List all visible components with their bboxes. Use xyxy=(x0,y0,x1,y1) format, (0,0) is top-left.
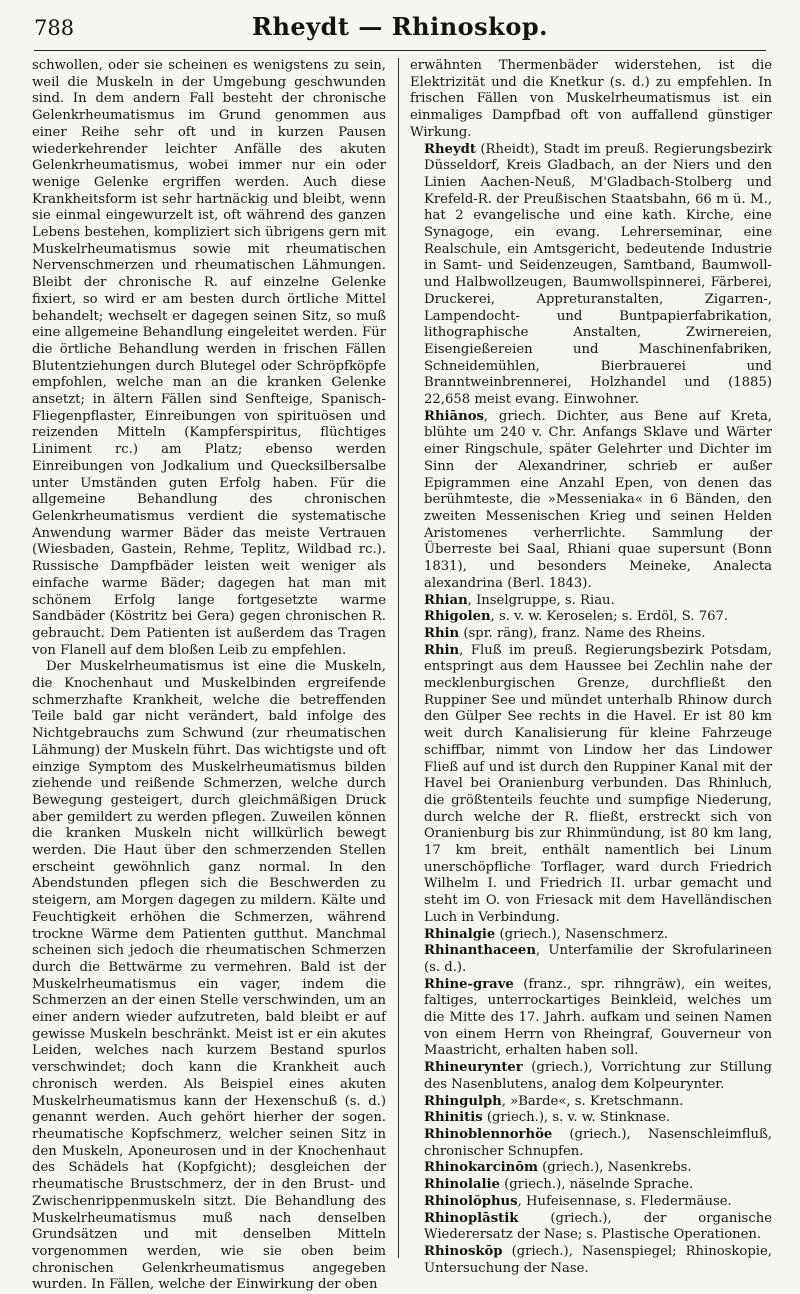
entry-headword: Rhin xyxy=(424,642,460,658)
entry-headword: Rhinitis xyxy=(424,1110,483,1126)
dictionary-entry xyxy=(410,1194,772,1211)
entry-text: (griech.), näselnde Sprache. xyxy=(499,1177,694,1193)
entry-text: (griech.), Nasenschleimfluß, chronischer Schnupfen. xyxy=(424,1127,772,1159)
dictionary-entry xyxy=(410,409,772,593)
entry-headword: Rhian xyxy=(424,592,468,608)
entry-headword: Rhinoblennorhöe xyxy=(424,1127,553,1142)
entry-text: , s. v. w. Keroselen; s. Erdöl, S. 767. xyxy=(490,609,729,625)
entry-text: (griech.), Vorrichtung zur Stillung des Nasenblutens, analog dem Kolpeurynter. xyxy=(424,1060,772,1092)
entry-text: (franz., spr. rihngräw), ein weites, faltiges, unterrockartiges Beinkleid, welches um die Mitte des 17. Jahrh. aufkam und seinen Namen von einem Herrn von Rheingraf, Gouverneur von Maastricht, erhalten haben soll. xyxy=(424,976,772,1059)
page-number: 788 xyxy=(34,16,75,40)
entry-headword: Rhineurynter xyxy=(424,1060,523,1076)
entry-text: (griech.), Nasenkrebs. xyxy=(537,1160,692,1176)
page-header xyxy=(34,10,766,51)
dictionary-entry xyxy=(410,1244,772,1277)
dictionary-entry xyxy=(410,626,772,643)
dictionary-entry xyxy=(410,1110,772,1127)
entry-headword: Rheydt xyxy=(424,141,476,157)
dictionary-entry xyxy=(410,1211,772,1244)
dictionary-entry xyxy=(410,643,772,927)
entry-headword: Rhinolŏphus xyxy=(424,1193,518,1209)
entry-text: , Fluß im preuß. Regierungsbezirk Potsdam, entspringt aus dem Haussee bei Zechlin nahe der mecklenburgischen Grenze, durchfließt den Ruppiner See und mündet unterhalb Rhinow durch den Gülper See rechts in die Havel. Er ist 80 km weit durch Kanalisierung für kleine Fahrzeuge schiffbar, nimmt von Lindow her das Lindower Fließ auf und ist durch den Ruppiner Kanal mit der Havel bei Oranienburg verbunden. Das Rhinluch, die größtenteils feuchte und sumpfige Niederung, durch welche der R. fließt, erstreckt sich von Oranienburg bis zur Rhinmündung, ist 80 km lang, 17 km breit, enthält namentlich bei Linum unerschöpfliche Torflager, ward durch Friedrich Wilhelm I. und Friedrich II. urbar gemacht und steht im O. von Friesack mit dem Havelländischen Luch in Verbindung. xyxy=(424,642,772,925)
entry-text: (griech.), Nasenspiegel; Rhinoskopie, Untersuchung der Nase. xyxy=(424,1243,772,1276)
dictionary-entry xyxy=(410,1060,772,1093)
entry-text: (griech.), der organische Wiederersatz der Nase; s. Plastische Operationen. xyxy=(424,1210,772,1243)
entry-text: (griech.), s. v. w. Stinknase. xyxy=(482,1110,671,1126)
dictionary-entry xyxy=(410,1160,772,1177)
entry-headword: Rhinoskōp xyxy=(424,1243,503,1259)
dictionary-entry xyxy=(410,1094,772,1111)
paragraph: Der Muskelrheumatismus ist eine die Muskeln, die Knochenhaut und Muskelbinden ergreifende schmerzhafte Krankheit, welche die betreffenden Teile bald gar nicht verändert, bald infolge des Nichtgebrauchs zum Schwund (zur rheumatischen Lähmung) der Muskeln führt. Das wichtigste und oft einzige Symptom des Muskelrheumatismus bilden ziehende und reißende Schmerzen, welche durch Bewegung gesteigert, durch gleichmäßigen Druck aber gemildert zu werden pflegen. Zuweilen können die kranken Muskeln nicht willkürlich bewegt werden. Die Haut über den schmerzenden Stellen erscheint gewöhnlich ganz normal. In den Abendstunden pflegen sich die Beschwerden zu steigern, am Morgen dagegen zu mildern. Kälte und Feuchtigkeit erhöhen die Schmerzen, während trockne Wärme dem Patienten gutthut. Manchmal scheinen sich jedoch die rheumatischen Schmerzen durch die Bettwärme zu vermehren. Bald ist der Muskelrheumatismus ein vager, indem die Schmerzen an der einen Stelle verschwinden, um an einer andern wieder aufzutreten, bald bleibt er auf gewisse Muskeln beschränkt. Meist ist er ein akutes Leiden, welches nach kurzem Bestand spurlos verschwindet; doch kann die Krankheit auch chronisch werden. Als Beispiel eines akuten Muskelrheumatismus kann der Hexenschuß (s. d.) genannt werden. Auch gehört hierher der sogen. rheumatische Kopfschmerz, welcher seinen Sitz in den Muskeln, Aponeurosen und in der Knochenhaut des Schädels hat (Kopfgicht); desgleichen der rheumatische Brustschmerz, der in den Brust- und Zwischenrippenmuskeln sitzt. Die Behandlung des Muskelrheumatismus muß nach denselben Grundsätzen und mit denselben Mitteln vorgenommen werden, wie sie oben beim chronischen Gelenkrheumatismus angegeben wurden. In Fällen, welche der Einwirkung der oben xyxy=(32,659,386,1293)
entry-headword: Rhinanthaceen xyxy=(424,943,536,959)
dictionary-entry xyxy=(410,593,772,610)
continued-paragraph: schwollen, oder sie scheinen es wenigstens zu sein, weil die Muskeln in der Umgebung geschwunden sind. In dem andern Fall besteht der chronische Gelenkrheumatismus im Grund genommen aus einer Reihe sehr oft und in kurzen Pausen wiederkehrender leichter Anfälle des akuten Gelenkrheumatismus, wobei immer nur ein oder wenige Gelenke ergriffen werden. Auch diese Krankheitsform ist sehr hartnäckig und bleibt, wenn sie einmal eingewurzelt ist, oft während des ganzen Lebens bestehen, kompliziert sich übrigens gern mit Muskelrheumatismus sowie mit rheumatischen Nervenschmerzen und rheumatischen Lähmungen. Bleibt der chronische R. auf einzelne Gelenke fixiert, so wird er am besten durch örtliche Mittel behandelt; wechselt er dagegen seinen Sitz, so muß eine allgemeine Behandlung eingeleitet werden. Für die örtliche Behandlung werden in frischen Fällen Blutentziehungen durch Blutegel oder Schröpfköpfe empfohlen, welche man an die kranken Gelenke ansetzt; in ältern Fällen sind Senfteige, Spanisch-Fliegenpflaster, Einreibungen von spirituösen und reizenden Mitteln (Kampferspiritus, flüchtiges Liniment rc.) am Platz; ebenso werden Einreibungen von Jodkalium und Quecksilbersalbe unter Umständen guten Erfolg haben. Für die allgemeine Behandlung des chronischen Gelenkrheumatismus verdient die systematische Anwendung warmer Bäder das meiste Vertrauen (Wiesbaden, Gastein, Rehme, Teplitz, Wildbad rc.). Russische Dampfbäder leisten weit weniger als einfache warme Bäder; dagegen hat man mit schönem Erfolg lange fortgesetzte warme Sandbäder (Köstritz bei Gera) gegen chronischen R. gebraucht. Dem Patienten ist außerdem das Tragen von Flanell auf dem bloßen Leib zu empfehlen. xyxy=(32,58,386,658)
entry-text: , griech. Dichter, aus Bene auf Kreta, blühte um 240 v. Chr. Anfangs Sklave und Wärter einer Ringschule, später Gelehrter und Dichter im Sinn der Alexandriner, schrieb er außer Epigrammen eine Anzahl Epen, von denen das berühmteste, die »Messeniaka« in 6 Bänden, den zweiten Messenischen Krieg und seinen Helden Aristomenes verherrlichte. Sammlung der Überreste bei Saal, Rhiani quae supersunt (Bonn 1831), und besonders Meineke, Analecta alexandrina (Berl. 1843). xyxy=(424,408,772,591)
entry-text: , Unterfamilie der Skrofularineen (s. d.). xyxy=(424,943,772,975)
dictionary-entry xyxy=(410,943,772,976)
entry-headword: Rhinalgie xyxy=(424,926,496,942)
left-column xyxy=(32,58,386,1293)
entry-headword: Rhingulph xyxy=(424,1093,502,1109)
entry-text: , »Barde«, s. Kretschmann. xyxy=(501,1093,684,1109)
dictionary-entry xyxy=(410,142,772,409)
right-column xyxy=(410,58,772,1276)
entry-text: (spr. räng), franz. Name des Rheins. xyxy=(459,625,706,641)
entry-headword: Rhigolen xyxy=(424,609,491,625)
entry-headword: Rhine-grave xyxy=(424,976,514,992)
dictionary-entry xyxy=(410,977,772,1061)
continued-paragraph: erwähnten Thermenbäder widerstehen, ist die Elektrizität und die Knetkur (s. d.) zu empfehlen. In frischen Fällen von Muskelrheumatismus ist ein einmaliges Dampfbad oft von auffallend günstiger Wirkung. xyxy=(410,58,772,140)
entry-headword: Rhinolalie xyxy=(424,1177,500,1193)
entry-text: (Rheidt), Stadt im preuß. Regierungsbezirk Düsseldorf, Kreis Gladbach, an der Niers und den Linien Aachen-Neuß, M'Gladbach-Stolberg und Krefeld-R. der Preußischen Staatsbahn, 66 m ü. M., hat 2 evangelische und eine kath. Kirche, eine Synagoge, ein evang. Lehrerseminar, eine Realschule, ein Amtsgericht, bedeutende Industrie in Samt- und Seidenzeugen, Samtband, Baumwoll- und Halbwollzeugen, Baumwollspinnerei, Färberei, Druckerei, Appreturanstalten, Zigarren-, Lampendocht- und Buntpapierfabrikation, lithographische Anstalten, Zwirnereien, Eisengießereien und Maschinenfabriken, Schneidemühlen, Bierbrauerei und Branntweinbrennerei, Holzhandel und (1885) 22,658 meist evang. Einwohner. xyxy=(424,141,772,408)
dictionary-entry xyxy=(410,1177,772,1194)
entry-headword: Rhin xyxy=(424,625,460,641)
dictionary-entry xyxy=(410,927,772,944)
dictionary-entry xyxy=(410,609,772,626)
running-title: Rheydt — Rhinoskop. xyxy=(252,12,548,41)
entry-headword: Rhinoplāstik xyxy=(424,1210,519,1226)
entry-text: (griech.), Nasenschmerz. xyxy=(495,926,668,942)
entry-headword: Rhinokarcinōm xyxy=(424,1160,538,1176)
entry-text: , Hufeisennase, s. Fledermäuse. xyxy=(517,1193,732,1209)
column-divider xyxy=(398,58,399,1258)
entry-headword: Rhiānos xyxy=(424,408,484,424)
dictionary-entry xyxy=(410,1127,772,1160)
entry-text: , Inselgruppe, s. Riau. xyxy=(467,592,615,608)
